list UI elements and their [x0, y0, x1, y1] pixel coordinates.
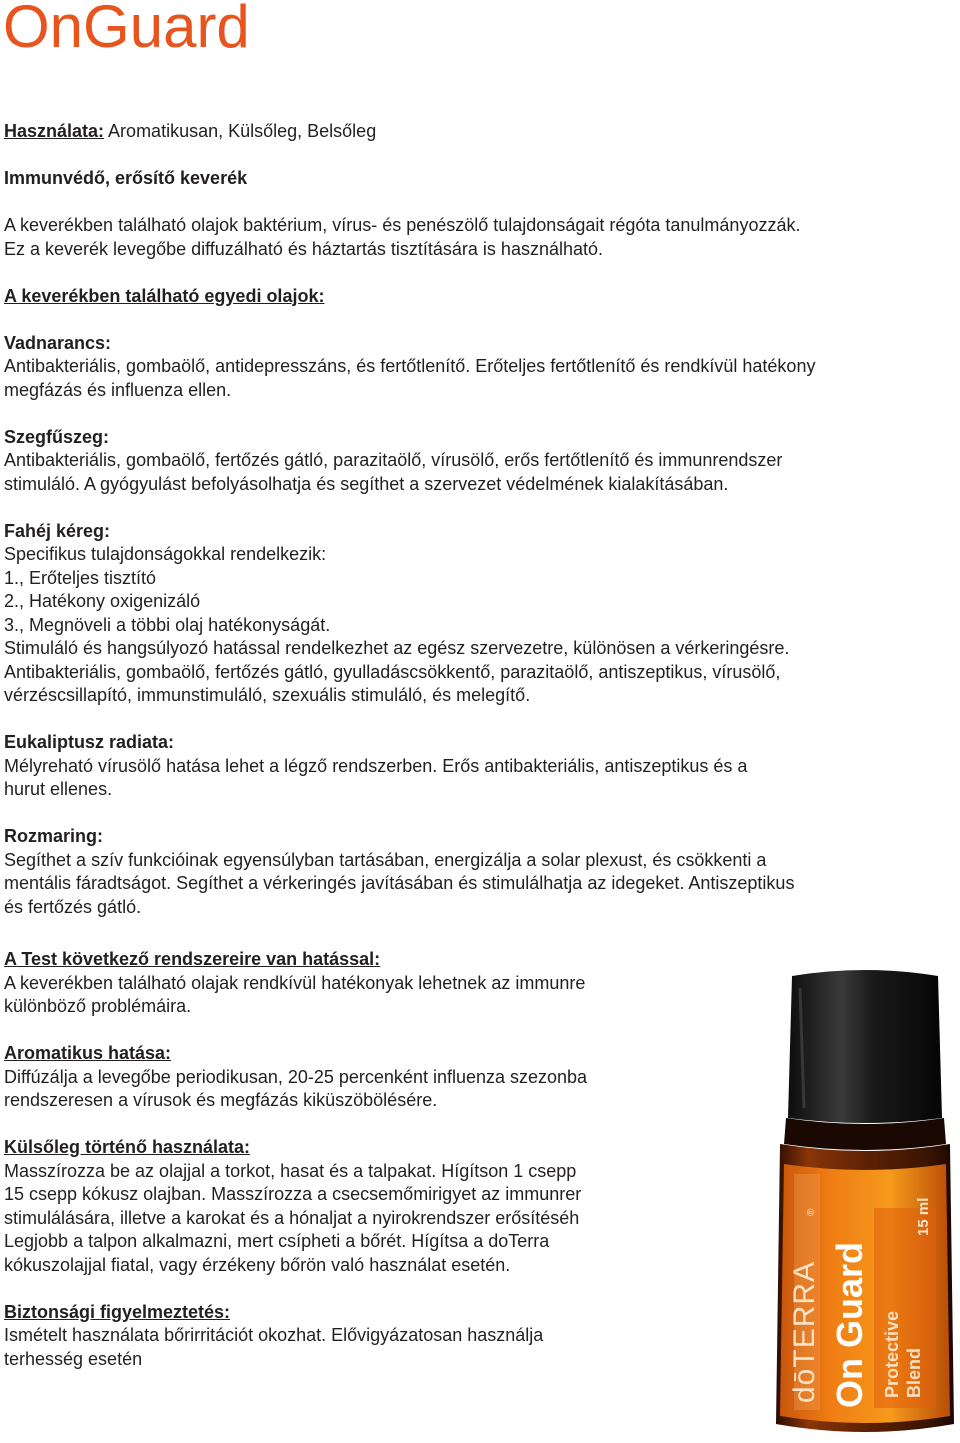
oil-line: és fertőzés gátló. — [4, 896, 142, 917]
bottle-registered-text: ® — [806, 1208, 817, 1216]
oil-line: Specifikus tulajdonságokkal rendelkezik: — [4, 544, 327, 564]
oil-line: Antibakteriális, gombaölő, fertőzés gátló, parazitaölő, vírusölő, erős fertőtlenítő és immunrendszer — [4, 450, 783, 470]
oil-line: Mélyreható vírusölő hatása lehet a légző rendszerben. Erős antibakteriális, antiszeptikus és a — [4, 755, 748, 776]
usage-value: Aromatikusan, Külsőleg, Belsőleg — [104, 121, 377, 141]
lower-sections — [4, 948, 684, 1371]
section-line: terhesség esetén — [4, 1348, 143, 1369]
section-line: rendszeresen a vírusok és megfázás kiküszöbölésére. — [4, 1090, 438, 1110]
section-heading-safety: Biztonsági figyelmeztetés: — [4, 1301, 231, 1322]
bottle-line2-text: Blend — [904, 1347, 924, 1398]
oil-line: stimuláló. A gyógyulást befolyásolhatja és segíthet a szervezet védelmének kialakításában. — [4, 473, 729, 494]
bottle-brand-text: dōTERRA — [788, 1260, 821, 1403]
oil-line: megfázás és influenza ellen. — [4, 379, 232, 400]
section-line: Ismételt használata bőrirritációt okozhat. Elővigyázatosan használja — [4, 1325, 544, 1345]
subtitle: Immunvédő, erősítő keverék — [4, 168, 248, 188]
oil-line: hurut ellenes. — [4, 779, 113, 799]
oil-name-vadnarancs: Vadnarancs: — [4, 332, 112, 353]
bottle-volume-text: 15 ml — [915, 1197, 932, 1236]
intro-line-1: A keverékben található olajok baktérium, vírus- és penészölő tulajdonságait régóta tanulmányozzák. — [4, 215, 801, 235]
oil-line: 1., Erőteljes tisztító — [4, 567, 157, 588]
oil-line: vérzéscsillapító, immunstimuláló, szexuális stimuláló, és melegítő. — [4, 685, 531, 705]
section-heading-systems: A Test következő rendszereire van hatással: — [4, 949, 381, 969]
main-content — [4, 120, 956, 919]
oil-name-szegfuszeg: Szegfűszeg: — [4, 426, 110, 447]
page-title: OnGuard — [3, 0, 250, 60]
section-line: különböző problémáira. — [4, 996, 192, 1016]
oil-line: Antibakteriális, gombaölő, fertőzés gátló, gyulladáscsökkentő, parazitaölő, antiszeptikus, vírusölő, — [4, 661, 781, 682]
section-line: stimulálására, illetve a karokat és a hónaljat a nyirokrendszer erősítéséh — [4, 1207, 580, 1228]
oil-line: Segíthet a szív funkcióinak egyensúlyban tartásában, energizálja a solar plexust, és csökkenti a — [4, 849, 767, 870]
oil-line: 2., Hatékony oxigenizáló — [4, 591, 201, 611]
intro-line-2: Ez a keverék levegőbe diffuzálható és háztartás tisztítására is használható. — [4, 238, 604, 259]
onguard-bottle-image — [770, 968, 960, 1438]
oil-name-eukaliptusz: Eukaliptusz radiata: — [4, 732, 175, 752]
section-line: kókuszolajjal fiatal, vagy érzékeny bőrön való használat esetén. — [4, 1254, 511, 1275]
oil-name-fahej-kereg: Fahéj kéreg: — [4, 520, 111, 541]
usage-line — [4, 120, 956, 144]
section-line: Masszírozza be az olajjal a torkot, hasat és a talpakat. Hígítson 1 csepp — [4, 1160, 577, 1181]
oil-line: Antibakteriális, gombaölő, antidepresszáns, és fertőtlenítő. Erőteljes fertőtlenítő és rendkívül hatékony — [4, 356, 816, 376]
bottle-product-text: On Guard — [829, 1241, 870, 1408]
oil-line: 3., Megnöveli a többi olaj hatékonyságát. — [4, 614, 331, 635]
section-line: Legjobb a talpon alkalmazni, mert csípheti a bőrét. Hígítsa a doTerra — [4, 1231, 550, 1251]
oils-heading: A keverékben található egyedi olajok: — [4, 285, 325, 306]
usage-label: Használata: — [4, 121, 105, 141]
oil-name-rozmaring: Rozmaring: — [4, 826, 103, 846]
oil-line: Stimuláló és hangsúlyozó hatással rendelkezhet az egész szervezetre, különösen a vérkeringésre. — [4, 638, 790, 658]
section-line: 15 csepp kókusz olajban. Masszírozza a csecsemőmirigyet az immunrer — [4, 1184, 582, 1204]
section-line: A keverékben található olajak rendkívül hatékonyak lehetnek az immunre — [4, 972, 586, 993]
bottle-line1-text: Protective — [882, 1310, 902, 1398]
section-heading-external: Külsőleg történő használata: — [4, 1137, 251, 1157]
bottle-cap — [788, 970, 942, 1123]
oil-line: mentális fáradtságot. Segíthet a vérkeringés javításában és stimulálhatja az idegeket. Antiszeptikus — [4, 873, 795, 893]
section-heading-aromatic: Aromatikus hatása: — [4, 1043, 172, 1063]
section-line: Diffúzálja a levegőbe periodikusan, 20-25 percenként influenza szezonba — [4, 1066, 588, 1087]
